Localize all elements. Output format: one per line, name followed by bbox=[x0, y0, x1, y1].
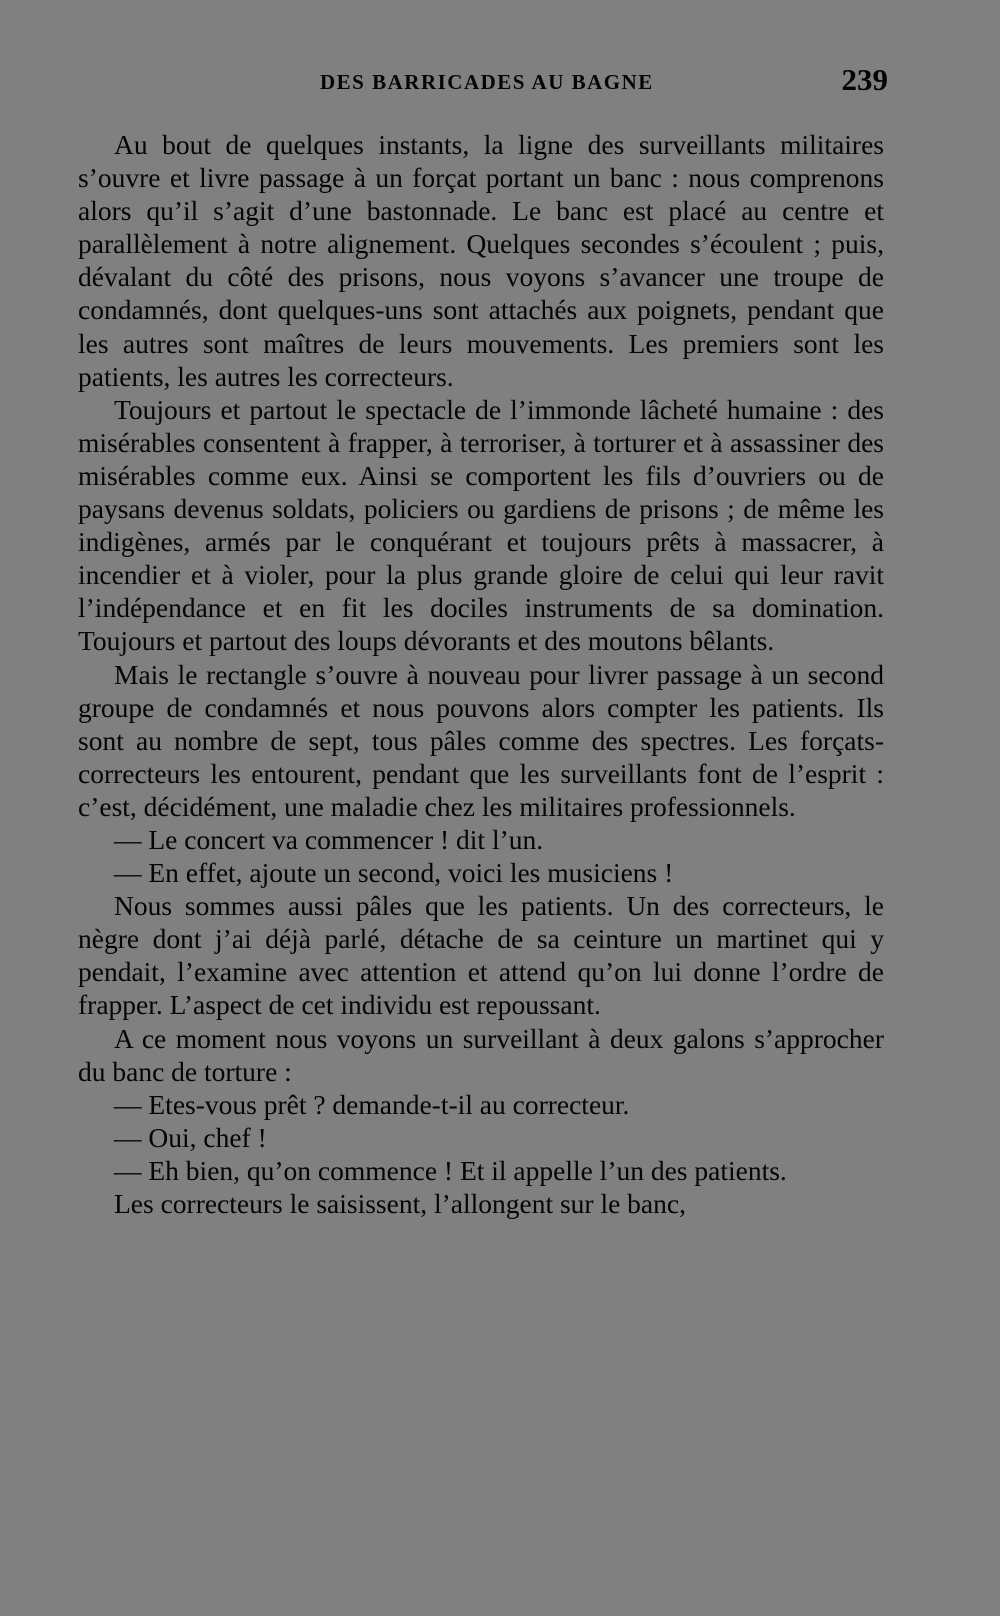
dialogue-line-2: — En effet, ajoute un second, voici les musiciens ! bbox=[114, 857, 674, 889]
dialogue-line-5: — Eh bien, qu’on commence ! Et il appelle l’un des patients. bbox=[114, 1154, 787, 1186]
page-number: 239 bbox=[841, 62, 888, 97]
paragraph-2: Toujours et partout le spectacle de l’immonde lâcheté humaine : des misérables consentent à frapper, à terroriser, à torturer et à assassiner des misérables comme eux. Ainsi se comportent les fils d’ouvriers ou de paysans devenus soldats, policiers ou gardiens de prisons ; de même les indigènes, armés par le conquérant et toujours prêts à massacrer, à incendier et à violer, pour la plus grande gloire de celui qui leur ravit l’indépendance et en fit les dociles instruments de sa domination. Toujours et partout des loups dévorants et des moutons bêlants. bbox=[78, 393, 884, 657]
paragraph-6: Les correcteurs le saisissent, l’allongent sur le banc, bbox=[114, 1188, 686, 1219]
dialogue-line-3: — Etes-vous prêt ? demande-t-il au correcteur. bbox=[114, 1088, 630, 1120]
dialogue-line-1: — Le concert va commencer ! dit l’un. bbox=[114, 823, 544, 855]
paragraph-4: Nous sommes aussi pâles que les patients. Un des correcteurs, le nègre dont j’ai déjà parlé, détache de sa ceinture un martinet qui y pendait, l’examine avec attention et attend qu’on lui donne l’ordre de frapper. L’aspect de cet individu est repoussant. bbox=[78, 890, 884, 1021]
running-title: DES BARRICADES AU BAGNE bbox=[320, 70, 654, 94]
body-text bbox=[78, 128, 884, 1220]
paragraph-3: Mais le rectangle s’ouvre à nouveau pour livrer passage à un second groupe de condamnés et nous pouvons alors compter les patients. Ils sont au nombre de sept, tous pâles comme des spectres. Les forçats-correcteurs les entourent, pendant que les surveillants font de l’esprit : c’est, décidément, une maladie chez les militaires professionnels. bbox=[78, 658, 884, 822]
paragraph-5: A ce moment nous voyons un surveillant à deux galons s’approcher du banc de torture : bbox=[78, 1022, 884, 1087]
dialogue-line-4: — Oui, chef ! bbox=[114, 1121, 267, 1153]
page-header bbox=[80, 62, 888, 102]
paragraph-1: Au bout de quelques instants, la ligne des surveillants militaires s’ouvre et livre passage à un forçat portant un banc : nous comprenons alors qu’il s’agit d’une bastonnade. Le banc est placé au centre et parallèlement à notre alignement. Quelques secondes s’écoulent ; puis, dévalant du côté des prisons, nous voyons s’avancer une troupe de condamnés, dont quelques-uns sont attachés aux poignets, pendant que les autres sont maîtres de leurs mouvements. Les premiers sont les patients, les autres les correcteurs. bbox=[78, 129, 884, 392]
